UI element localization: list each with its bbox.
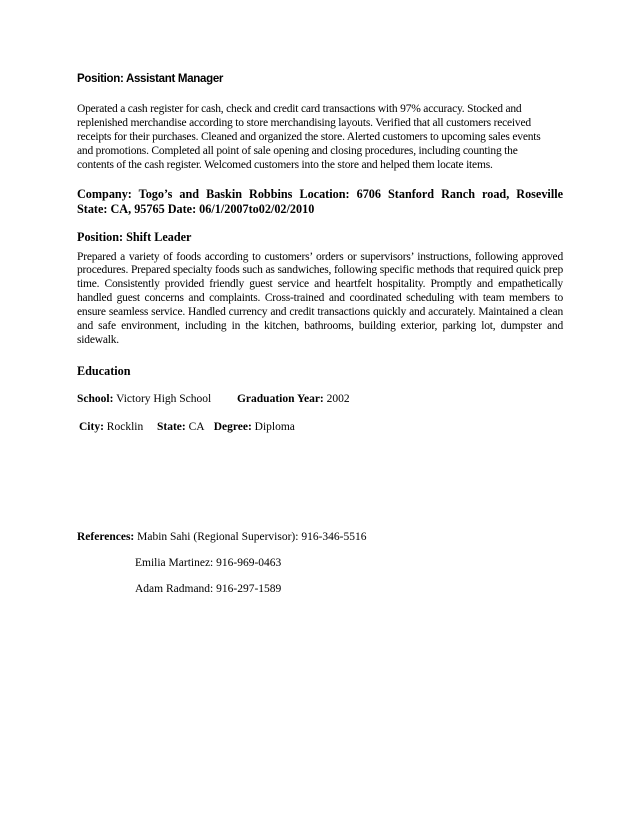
state-label: State: — [156, 420, 186, 433]
desc-line: receipts for their purchases. Cleaned and organized the store. Alerted customers to upcoming sales events — [77, 130, 541, 143]
reference-entry: Mabin Sahi (Regional Supervisor): 916-346-5516 — [137, 530, 367, 543]
company-line: State: CA, 95765 Date: 06/1/2007to02/02/2010 — [77, 201, 315, 216]
education-heading: Education — [77, 363, 131, 378]
reference-entry: Adam Radmand: 916-297-1589 — [135, 582, 282, 595]
desc-line: Operated a cash register for cash, check and credit card transactions with 97% accuracy. Stocked and — [77, 103, 522, 115]
company-block — [77, 187, 563, 217]
resume-page — [77, 72, 563, 596]
assistant-manager-description — [77, 103, 563, 173]
company-line: Company: Togo’s and Baskin Robbins Location: 6706 Stanford Ranch road, Roseville — [77, 186, 563, 201]
degree-value: Diploma — [254, 420, 295, 433]
school-label: School: — [77, 392, 114, 405]
degree-label: Degree: — [213, 420, 252, 433]
city-label: City: — [79, 420, 104, 433]
position-shift-leader-heading: Position: Shift Leader — [77, 229, 192, 244]
references-row — [77, 530, 563, 544]
reference-entry: Emilia Martinez: 916-969-0463 — [135, 556, 282, 569]
position-assistant-manager-heading: Position: Assistant Manager — [77, 73, 224, 85]
graduation-year-label: Graduation Year: — [236, 392, 324, 405]
desc-line: and promotions. Completed all point of sale opening and closing procedures, including counting the — [77, 144, 518, 157]
desc-line: contents of the cash register. Welcomed customers into the store and helped them locate items. — [77, 158, 493, 171]
shift-leader-description: Prepared a variety of foods according to customers’ orders or supervisors’ instructions, following approved procedures. Prepared specialty foods such as sandwiches, following specific methods that required quick prep time. Consistently provided friendly guest service and heartfelt hospitality. Promptly and empathetically handled guest concerns and complaints. Cross-trained and coordinated scheduling with team members to ensure seamless service. Handled currency and credit transactions quickly and accurately. Maintained a clean and safe environment, including in the kitchen, bathrooms, building exterior, parking lot, dumpster and sidewalk. — [77, 250, 563, 346]
state-value: CA — [188, 420, 204, 433]
graduation-year-value: 2002 — [326, 392, 350, 405]
references-label: References: — [77, 530, 135, 543]
school-row — [77, 392, 563, 406]
location-row — [77, 420, 563, 434]
city-value: Rocklin — [106, 420, 144, 433]
desc-line: replenished merchandise according to store merchandising layouts. Verified that all customers received — [77, 116, 531, 129]
school-value: Victory High School — [116, 392, 212, 405]
